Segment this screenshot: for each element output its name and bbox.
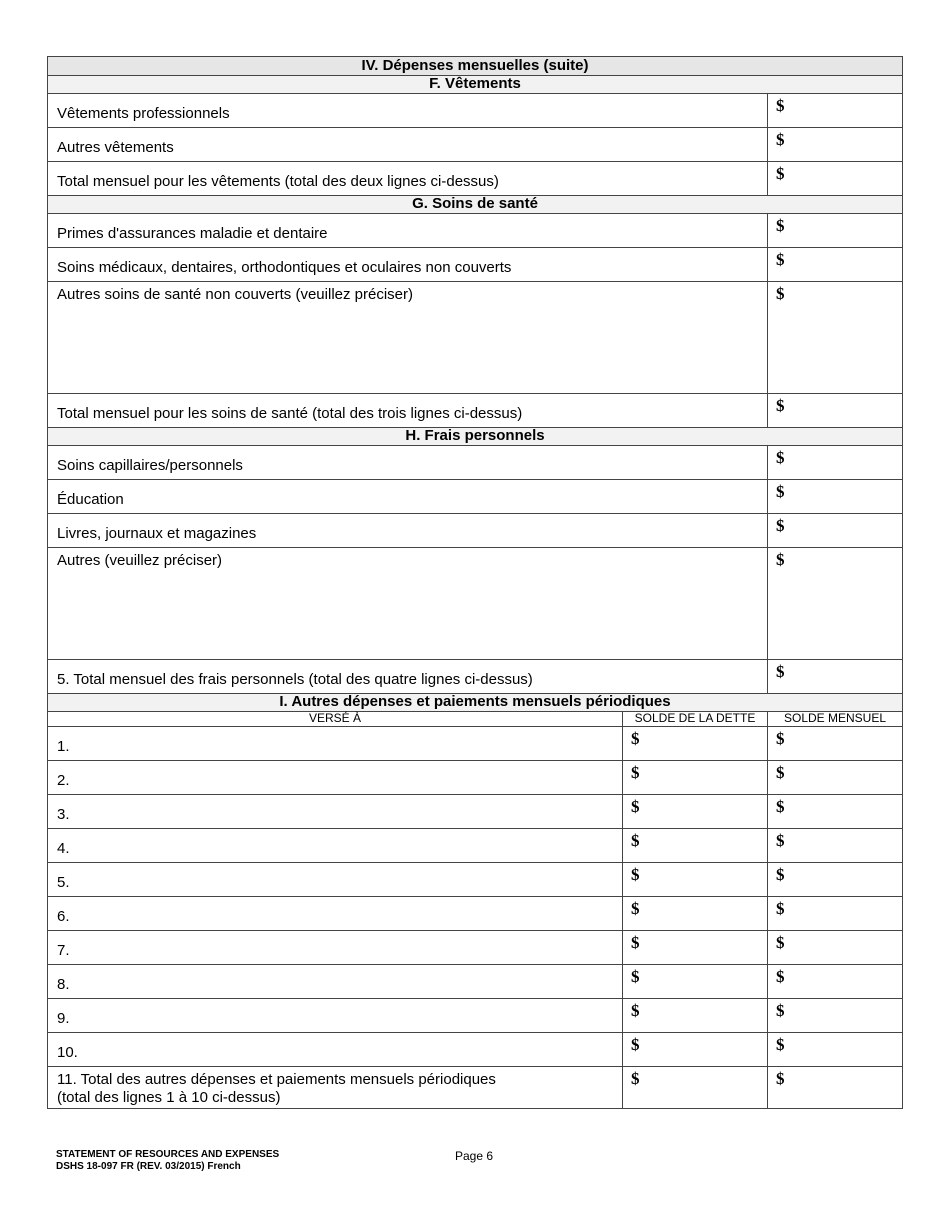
amount-field[interactable]	[768, 128, 903, 162]
debt-balance-field[interactable]	[623, 863, 768, 897]
dollar-sign: $	[776, 448, 785, 467]
table-row	[48, 248, 903, 282]
table-row	[48, 795, 903, 829]
monthly-balance-field[interactable]	[768, 931, 903, 965]
amount-field[interactable]	[768, 282, 903, 394]
table-row	[48, 727, 903, 761]
monthly-balance-field[interactable]	[768, 1033, 903, 1067]
dollar-sign: $	[776, 284, 785, 303]
dollar-sign: $	[776, 797, 785, 816]
dollar-sign: $	[776, 250, 785, 269]
debt-balance-field[interactable]	[623, 931, 768, 965]
row-label: Total mensuel pour les vêtements (total des deux lignes ci-dessus)	[48, 162, 768, 196]
row-label-specify[interactable]	[48, 548, 768, 660]
dollar-sign: $	[631, 729, 640, 748]
dollar-sign: $	[776, 831, 785, 850]
dollar-sign: $	[776, 1069, 785, 1088]
row-number: 5.	[57, 874, 70, 891]
row-label-text: Autres soins de santé non couverts (veuillez préciser)	[57, 286, 414, 303]
monthly-balance-field[interactable]	[768, 863, 903, 897]
form-title-footer: STATEMENT OF RESOURCES AND EXPENSES	[56, 1149, 280, 1160]
dollar-sign: $	[776, 899, 785, 918]
monthly-balance-field[interactable]	[768, 965, 903, 999]
payee-field[interactable]	[48, 999, 623, 1033]
table-row	[48, 660, 903, 694]
row-label: Total mensuel pour les soins de santé (total des trois lignes ci-dessus)	[48, 394, 768, 428]
dollar-sign: $	[776, 550, 785, 569]
payee-field[interactable]	[48, 897, 623, 931]
monthly-balance-field[interactable]	[768, 727, 903, 761]
table-row	[48, 514, 903, 548]
row-label: Primes d'assurances maladie et dentaire	[48, 214, 768, 248]
row-label: Vêtements professionnels	[48, 94, 768, 128]
payee-field[interactable]	[48, 965, 623, 999]
payee-field[interactable]	[48, 829, 623, 863]
amount-field[interactable]	[768, 446, 903, 480]
section-heading: I. Autres dépenses et paiements mensuels périodiques	[48, 694, 903, 712]
debt-balance-field[interactable]	[623, 1033, 768, 1067]
amount-field[interactable]	[768, 94, 903, 128]
row-label-text: Autres (veuillez préciser)	[57, 552, 223, 569]
total-label	[48, 1067, 623, 1109]
dollar-sign: $	[631, 831, 640, 850]
dollar-sign: $	[631, 933, 640, 952]
dollar-sign: $	[631, 763, 640, 782]
amount-field[interactable]	[768, 248, 903, 282]
dollar-sign: $	[631, 967, 640, 986]
table-row	[48, 897, 903, 931]
row-number: 7.	[57, 942, 70, 959]
amount-field[interactable]	[768, 514, 903, 548]
section-heading: G. Soins de santé	[48, 196, 903, 214]
dollar-sign: $	[776, 1035, 785, 1054]
dollar-sign: $	[776, 967, 785, 986]
section-header-health	[48, 196, 903, 214]
table-row	[48, 162, 903, 196]
row-number: 2.	[57, 772, 70, 789]
payee-field[interactable]	[48, 863, 623, 897]
monthly-balance-field[interactable]	[768, 999, 903, 1033]
monthly-balance-field[interactable]	[768, 829, 903, 863]
amount-field[interactable]	[768, 480, 903, 514]
table-row	[48, 829, 903, 863]
amount-field[interactable]	[768, 214, 903, 248]
payee-field[interactable]	[48, 931, 623, 965]
form-title: IV. Dépenses mensuelles (suite)	[48, 57, 903, 76]
dollar-sign: $	[631, 899, 640, 918]
monthly-balance-field[interactable]	[768, 795, 903, 829]
row-label: Soins capillaires/personnels	[48, 446, 768, 480]
section-heading: H. Frais personnels	[48, 428, 903, 446]
amount-field[interactable]	[768, 548, 903, 660]
form-number: DSHS 18-097 FR (REV. 03/2015) French	[56, 1161, 241, 1172]
debt-balance-field[interactable]	[623, 829, 768, 863]
row-number: 4.	[57, 840, 70, 857]
table-row	[48, 965, 903, 999]
dollar-sign: $	[776, 96, 785, 115]
debt-balance-field[interactable]	[623, 795, 768, 829]
monthly-balance-field[interactable]	[768, 897, 903, 931]
table-row	[48, 446, 903, 480]
monthly-balance-total-field[interactable]	[768, 1067, 903, 1109]
debt-balance-field[interactable]	[623, 727, 768, 761]
dollar-sign: $	[631, 1001, 640, 1020]
section-heading: F. Vêtements	[48, 76, 903, 94]
section-header-clothing	[48, 76, 903, 94]
column-header-paid-to: VERSÉ À	[48, 712, 623, 727]
debt-balance-field[interactable]	[623, 999, 768, 1033]
amount-field[interactable]	[768, 660, 903, 694]
dollar-sign: $	[776, 216, 785, 235]
dollar-sign: $	[776, 763, 785, 782]
section-header-personal	[48, 428, 903, 446]
debt-balance-total-field[interactable]	[623, 1067, 768, 1109]
row-label: Soins médicaux, dentaires, orthodontiques et oculaires non couverts	[48, 248, 768, 282]
debt-balance-field[interactable]	[623, 897, 768, 931]
table-row	[48, 863, 903, 897]
dollar-sign: $	[776, 865, 785, 884]
total-label-line2: (total des lignes 1 à 10 ci-dessus)	[57, 1089, 281, 1106]
dollar-sign: $	[776, 933, 785, 952]
table-row	[48, 999, 903, 1033]
form-footer	[56, 1149, 279, 1173]
section-header-other	[48, 694, 903, 712]
payee-field[interactable]	[48, 727, 623, 761]
total-row	[48, 1067, 903, 1109]
row-number: 6.	[57, 908, 70, 925]
payee-field[interactable]	[48, 795, 623, 829]
payee-field[interactable]	[48, 761, 623, 795]
column-header-row	[48, 712, 903, 727]
table-row	[48, 94, 903, 128]
payee-field[interactable]	[48, 1033, 623, 1067]
table-row	[48, 214, 903, 248]
dollar-sign: $	[631, 797, 640, 816]
row-label: Autres vêtements	[48, 128, 768, 162]
row-number: 10.	[57, 1044, 78, 1061]
row-label: 5. Total mensuel des frais personnels (total des quatre lignes ci-dessus)	[48, 660, 768, 694]
row-label: Livres, journaux et magazines	[48, 514, 768, 548]
table-row	[48, 480, 903, 514]
dollar-sign: $	[631, 1035, 640, 1054]
row-label: Éducation	[48, 480, 768, 514]
dollar-sign: $	[631, 865, 640, 884]
row-label-specify[interactable]	[48, 282, 768, 394]
column-header-debt-balance: SOLDE DE LA DETTE	[623, 712, 768, 727]
dollar-sign: $	[776, 516, 785, 535]
monthly-expenses-form	[47, 56, 903, 1109]
row-number: 3.	[57, 806, 70, 823]
row-number: 8.	[57, 976, 70, 993]
dollar-sign: $	[776, 164, 785, 183]
dollar-sign: $	[776, 1001, 785, 1020]
table-row	[48, 282, 903, 394]
dollar-sign: $	[776, 729, 785, 748]
table-row	[48, 128, 903, 162]
monthly-balance-field[interactable]	[768, 761, 903, 795]
debt-balance-field[interactable]	[623, 761, 768, 795]
row-number: 9.	[57, 1010, 70, 1027]
column-header-monthly-balance: SOLDE MENSUEL	[768, 712, 903, 727]
table-row	[48, 761, 903, 795]
total-label-line1: 11. Total des autres dépenses et paiements mensuels périodiques	[57, 1071, 496, 1088]
dollar-sign: $	[776, 130, 785, 149]
page-number: Page 6	[455, 1149, 494, 1163]
row-number: 1.	[57, 738, 70, 755]
table-row	[48, 548, 903, 660]
dollar-sign: $	[776, 482, 785, 501]
debt-balance-field[interactable]	[623, 965, 768, 999]
form-title-row	[48, 57, 903, 76]
dollar-sign: $	[776, 396, 785, 415]
amount-field[interactable]	[768, 394, 903, 428]
table-row	[48, 394, 903, 428]
table-row	[48, 1033, 903, 1067]
dollar-sign: $	[631, 1069, 640, 1088]
dollar-sign: $	[776, 662, 785, 681]
amount-field[interactable]	[768, 162, 903, 196]
table-row	[48, 931, 903, 965]
